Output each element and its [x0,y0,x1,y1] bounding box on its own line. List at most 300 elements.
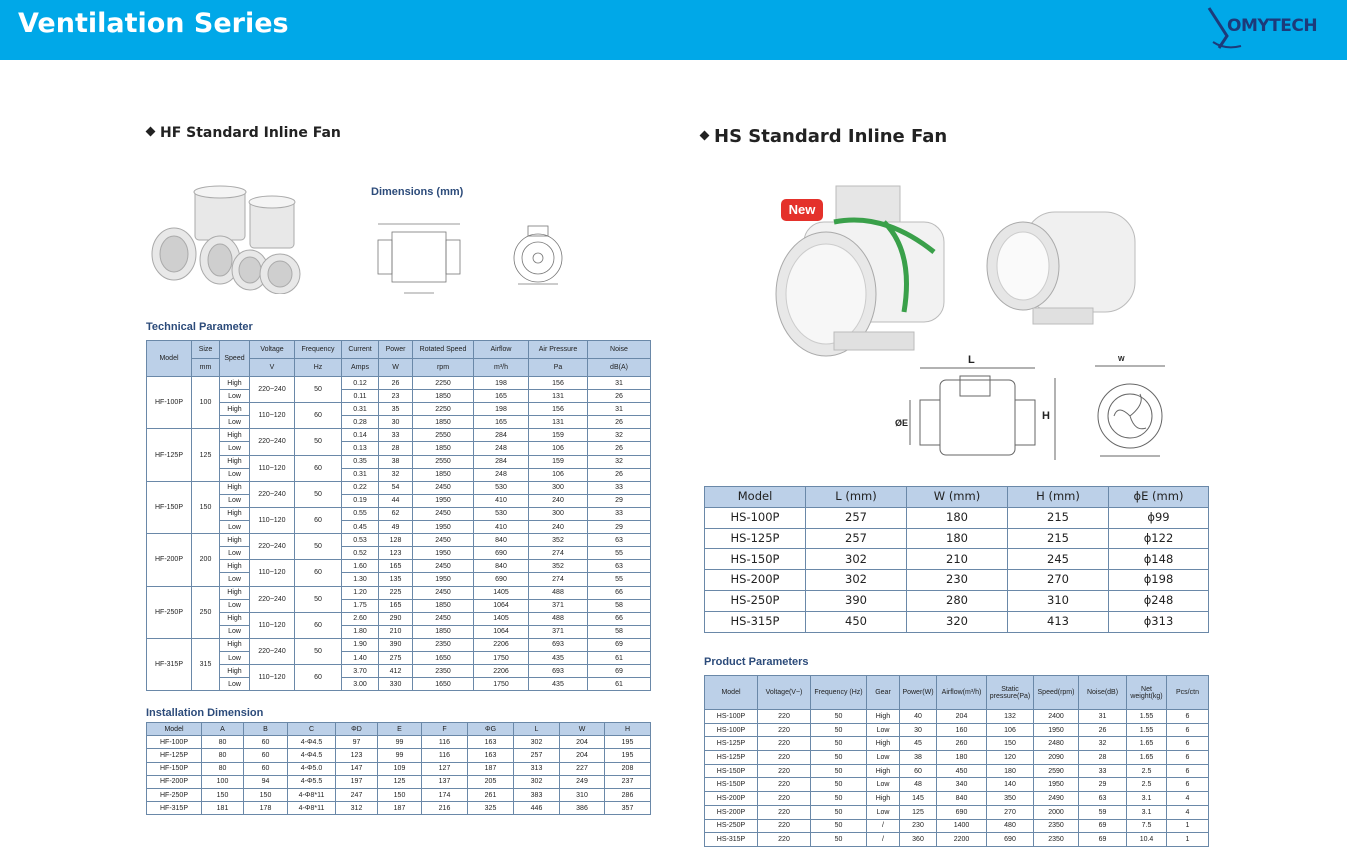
table-cell: High [867,792,900,806]
table-cell: 60 [295,507,342,533]
table-cell: 2206 [474,638,529,651]
table-cell: 413 [1008,611,1109,632]
table-cell: 1400 [937,819,987,833]
table-cell: 310 [1008,590,1109,611]
table-cell: 63 [588,560,651,573]
table-cell: 310 [560,788,605,801]
table-cell: 215 [1008,507,1109,528]
table-row [705,549,1209,570]
table-cell: 135 [379,573,413,586]
table-cell: 693 [529,638,588,651]
table-cell: High [220,638,250,651]
col-header: Pcs/ctn [1167,676,1209,710]
table-cell: High [220,665,250,678]
table-cell: 260 [937,737,987,751]
table-cell: 200 [192,534,220,586]
table-cell: 6 [1167,778,1209,792]
table-cell: 286 [605,788,651,801]
table-cell: 840 [937,792,987,806]
table-cell: 31 [588,377,651,390]
table-cell: 1.75 [342,599,379,612]
table-cell: 125 [378,775,422,788]
table-cell: 2550 [413,429,474,442]
table-cell: 99 [378,736,422,749]
table-row [147,377,651,390]
col-header: Model [705,676,758,710]
table-cell: High [220,586,250,599]
table-cell: 352 [529,560,588,573]
table-cell: 280 [907,590,1008,611]
table-cell: 488 [529,612,588,625]
product-params-table [704,675,1209,847]
header-banner [0,0,1347,60]
table-cell: 197 [336,775,378,788]
col-header: ϕE (mm) [1109,487,1209,508]
table-cell: 1064 [474,625,529,638]
dim-e-label: ØE [895,418,909,428]
table-cell: 450 [806,611,907,632]
table-cell: 2.60 [342,612,379,625]
table-cell: 371 [529,625,588,638]
table-row [147,586,651,599]
table-cell: 3.00 [342,678,379,691]
table-cell: High [220,403,250,416]
table-cell: 270 [1008,570,1109,591]
unit-header: m³/h [474,359,529,377]
table-cell: 340 [937,778,987,792]
table-row [705,819,1209,833]
table-cell: 1405 [474,612,529,625]
table-cell: 125 [900,805,937,819]
table-cell: 110~120 [250,612,295,638]
table-cell: 165 [379,560,413,573]
col-header: Static pressure(Pa) [987,676,1034,710]
table-cell: 480 [987,819,1034,833]
table-cell: 1850 [413,442,474,455]
logo-text: OMYTECH [1227,16,1318,36]
table-cell: 128 [379,534,413,547]
table-row [705,764,1209,778]
table-row [147,560,651,573]
table-cell: 7.5 [1127,819,1167,833]
col-header: F [422,723,468,736]
table-cell: 26 [588,416,651,429]
table-cell: 198 [474,377,529,390]
table-cell: Low [220,494,250,507]
table-cell: 60 [295,455,342,481]
table-cell: ϕ148 [1109,549,1209,570]
table-cell: 2.5 [1127,764,1167,778]
table-row [147,442,651,455]
table-cell: 145 [900,792,937,806]
col-header: Frequency (Hz) [811,676,867,710]
hs-side-drawing [895,360,1065,465]
table-cell: Low [220,678,250,691]
table-row [147,638,651,651]
table-cell: HS-315P [705,833,758,847]
table-cell: High [867,764,900,778]
table-cell: 156 [529,403,588,416]
table-cell: 66 [588,586,651,599]
table-cell: 80 [202,749,244,762]
table-cell: 0.35 [342,455,379,468]
dim-w-label: W [1118,356,1125,363]
table-cell: 131 [529,390,588,403]
table-row [147,573,651,586]
table-cell: 60 [244,749,288,762]
table-cell: 204 [937,710,987,724]
table-cell: HS-100P [705,507,806,528]
unit-header: W [379,359,413,377]
hf-section-title [147,125,341,141]
table-cell: 80 [202,762,244,775]
table-cell: 227 [560,762,605,775]
table-cell: 249 [560,775,605,788]
table-row [705,792,1209,806]
table-cell: 300 [529,481,588,494]
table-cell: 274 [529,573,588,586]
table-cell: 240 [529,494,588,507]
table-cell: 59 [1079,805,1127,819]
table-cell: 2250 [413,403,474,416]
table-cell: High [220,534,250,547]
table-cell: 290 [379,612,413,625]
tech-param-title: Technical Parameter [146,321,253,333]
table-cell: 257 [806,528,907,549]
table-cell: 2480 [1034,737,1079,751]
table-cell: 0.55 [342,507,379,520]
table-cell: 220 [758,792,811,806]
table-cell: HS-150P [705,764,758,778]
table-row [705,751,1209,765]
table-cell: 60 [295,665,342,691]
table-row [147,678,651,691]
table-cell: 120 [987,751,1034,765]
hs-fan-product-image [985,204,1140,334]
install-dim-table [146,722,651,815]
table-row [705,710,1209,724]
table-cell: 1950 [413,547,474,560]
col-header: W [560,723,605,736]
table-cell: 1.65 [1127,751,1167,765]
table-cell: 2090 [1034,751,1079,765]
unit-header: V [250,359,295,377]
table-row [147,534,651,547]
table-cell: Low [220,599,250,612]
table-cell: High [867,710,900,724]
table-cell: 302 [806,549,907,570]
table-cell: 690 [474,547,529,560]
table-cell: 50 [811,805,867,819]
table-cell: 350 [987,792,1034,806]
table-cell: HF-125P [147,749,202,762]
table-cell: 220~240 [250,638,295,664]
table-cell: HS-150P [705,778,758,792]
table-cell: 23 [379,390,413,403]
table-cell: 270 [987,805,1034,819]
table-cell: 302 [514,775,560,788]
col-header: Airflow [474,341,529,359]
table-cell: 1 [1167,833,1209,847]
table-cell: 208 [605,762,651,775]
table-cell: 2250 [413,377,474,390]
col-header: L [514,723,560,736]
table-cell: 32 [379,468,413,481]
col-header: Power(W) [900,676,937,710]
table-cell: 140 [987,778,1034,792]
table-cell: 50 [811,764,867,778]
table-cell: HS-250P [705,819,758,833]
table-row [147,416,651,429]
table-row [705,805,1209,819]
table-row [147,455,651,468]
table-cell: 840 [474,560,529,573]
unit-header: rpm [413,359,474,377]
table-cell: 4-Φ8*11 [288,788,336,801]
bullet-icon [146,126,156,136]
table-cell: 26 [588,390,651,403]
table-cell: 50 [811,710,867,724]
table-cell: HS-125P [705,528,806,549]
table-cell: 693 [529,665,588,678]
unit-header: dB(A) [588,359,651,377]
table-cell: 0.53 [342,534,379,547]
table-cell: 352 [529,534,588,547]
table-cell: 313 [514,762,560,775]
table-cell: 125 [192,429,220,481]
table-cell: 220~240 [250,586,295,612]
table-cell: 2350 [1034,833,1079,847]
table-cell: 110~120 [250,665,295,691]
table-cell: 274 [529,547,588,560]
col-header: Model [147,723,202,736]
table-cell: 220~240 [250,429,295,455]
table-cell: 488 [529,586,588,599]
table-cell: 48 [900,778,937,792]
table-cell: 412 [379,665,413,678]
table-cell: 127 [422,762,468,775]
table-cell: 29 [588,494,651,507]
table-cell: 26 [588,468,651,481]
table-cell: 4-Φ5.0 [288,762,336,775]
table-cell: 50 [811,792,867,806]
table-cell: 0.52 [342,547,379,560]
table-cell: 6 [1167,723,1209,737]
table-cell: 220~240 [250,377,295,403]
table-cell: 116 [422,749,468,762]
table-cell: 390 [806,590,907,611]
table-cell: 26 [379,377,413,390]
table-cell: / [867,833,900,847]
table-cell: HS-200P [705,570,806,591]
col-header: Gear [867,676,900,710]
table-cell: 3.70 [342,665,379,678]
table-cell: Low [220,416,250,429]
hf-fan-product-image [150,182,310,294]
table-cell: 10.4 [1127,833,1167,847]
table-cell: HS-125P [705,737,758,751]
table-cell: High [220,612,250,625]
table-cell: 49 [379,521,413,534]
table-cell: 325 [468,802,514,815]
table-cell: 33 [588,507,651,520]
table-cell: 315 [192,638,220,690]
table-cell: ϕ99 [1109,507,1209,528]
table-cell: 210 [907,549,1008,570]
table-cell: 29 [1079,778,1127,792]
table-cell: 2200 [937,833,987,847]
table-cell: 50 [811,833,867,847]
table-cell: 69 [1079,833,1127,847]
table-row [147,481,651,494]
table-cell: Low [867,778,900,792]
table-cell: 163 [468,749,514,762]
table-cell: 4-Φ8*11 [288,802,336,815]
table-cell: 690 [474,573,529,586]
table-cell: 410 [474,521,529,534]
table-cell: HF-250P [147,586,192,638]
hs-section-title [701,126,947,147]
table-cell: 220 [758,778,811,792]
table-cell: High [220,481,250,494]
col-header: Model [147,341,192,377]
table-cell: 100 [202,775,244,788]
table-cell: 50 [295,429,342,455]
table-cell: 3.1 [1127,805,1167,819]
hf-side-drawing [374,218,469,300]
table-cell: 50 [811,819,867,833]
table-cell: HF-150P [147,481,192,533]
table-cell: 100 [192,377,220,429]
table-cell: 1405 [474,586,529,599]
table-cell: 2450 [413,612,474,625]
table-cell: 410 [474,494,529,507]
table-cell: 0.22 [342,481,379,494]
brand-logo [1205,4,1335,54]
hs-title-text: HS Standard Inline Fan [714,126,948,147]
table-cell: 32 [588,429,651,442]
col-header: Power [379,341,413,359]
table-cell: 195 [605,749,651,762]
table-cell: 240 [529,521,588,534]
table-cell: 181 [202,802,244,815]
table-cell: 237 [605,775,651,788]
col-header: Net weight(kg) [1127,676,1167,710]
table-cell: 383 [514,788,560,801]
table-cell: Low [220,547,250,560]
table-cell: 220 [758,833,811,847]
table-cell: 1950 [1034,723,1079,737]
table-cell: 435 [529,651,588,664]
table-cell: 33 [1079,764,1127,778]
table-cell: 63 [1079,792,1127,806]
table-cell: 110~120 [250,403,295,429]
table-cell: 257 [514,749,560,762]
table-cell: 33 [379,429,413,442]
table-cell: 31 [1079,710,1127,724]
table-cell: HS-100P [705,710,758,724]
table-cell: 1650 [413,651,474,664]
table-row [147,788,651,801]
table-cell: 0.45 [342,521,379,534]
col-header: Air Pressure [529,341,588,359]
col-header: ΦD [336,723,378,736]
table-cell: 3.1 [1127,792,1167,806]
table-cell: 1950 [413,573,474,586]
table-cell: Low [220,651,250,664]
table-cell: 110~120 [250,560,295,586]
table-cell: 165 [474,416,529,429]
table-cell: 69 [588,665,651,678]
table-cell: 180 [907,507,1008,528]
table-cell: 2350 [413,638,474,651]
table-cell: 60 [295,612,342,638]
col-header: B [244,723,288,736]
table-cell: 165 [379,599,413,612]
table-cell: 50 [811,723,867,737]
table-cell: 215 [1008,528,1109,549]
table-cell: 63 [588,534,651,547]
table-cell: 275 [379,651,413,664]
table-cell: 137 [422,775,468,788]
table-cell: 0.19 [342,494,379,507]
table-cell: High [220,507,250,520]
table-cell: 284 [474,455,529,468]
table-cell: High [220,560,250,573]
table-cell: 1.55 [1127,710,1167,724]
table-cell: 106 [529,468,588,481]
table-cell: 4 [1167,792,1209,806]
table-cell: 62 [379,507,413,520]
table-cell: 4 [1167,805,1209,819]
table-row [147,802,651,815]
table-cell: 248 [474,442,529,455]
table-row [705,833,1209,847]
table-row [705,737,1209,751]
table-cell: 110~120 [250,507,295,533]
table-cell: ϕ198 [1109,570,1209,591]
table-cell: 32 [588,455,651,468]
table-cell: 60 [244,736,288,749]
table-cell: 38 [379,455,413,468]
table-row [705,778,1209,792]
col-header: H [605,723,651,736]
new-badge: New [781,199,823,221]
table-cell: 330 [379,678,413,691]
table-cell: 247 [336,788,378,801]
table-cell: 50 [811,751,867,765]
table-cell: HS-150P [705,549,806,570]
table-cell: 6 [1167,764,1209,778]
table-cell: 198 [474,403,529,416]
table-cell: 66 [588,612,651,625]
table-cell: 204 [560,749,605,762]
table-cell: 1850 [413,390,474,403]
col-header: Size [192,341,220,359]
table-cell: 6 [1167,751,1209,765]
page-title: Ventilation Series [18,8,289,39]
table-row [147,390,651,403]
table-cell: Low [867,723,900,737]
table-cell: 163 [468,736,514,749]
table-row [705,590,1209,611]
table-row [705,570,1209,591]
table-cell: 2.5 [1127,778,1167,792]
table-cell: Low [220,468,250,481]
col-header: Noise(dB) [1079,676,1127,710]
col-header: ΦG [468,723,514,736]
table-cell: 257 [806,507,907,528]
